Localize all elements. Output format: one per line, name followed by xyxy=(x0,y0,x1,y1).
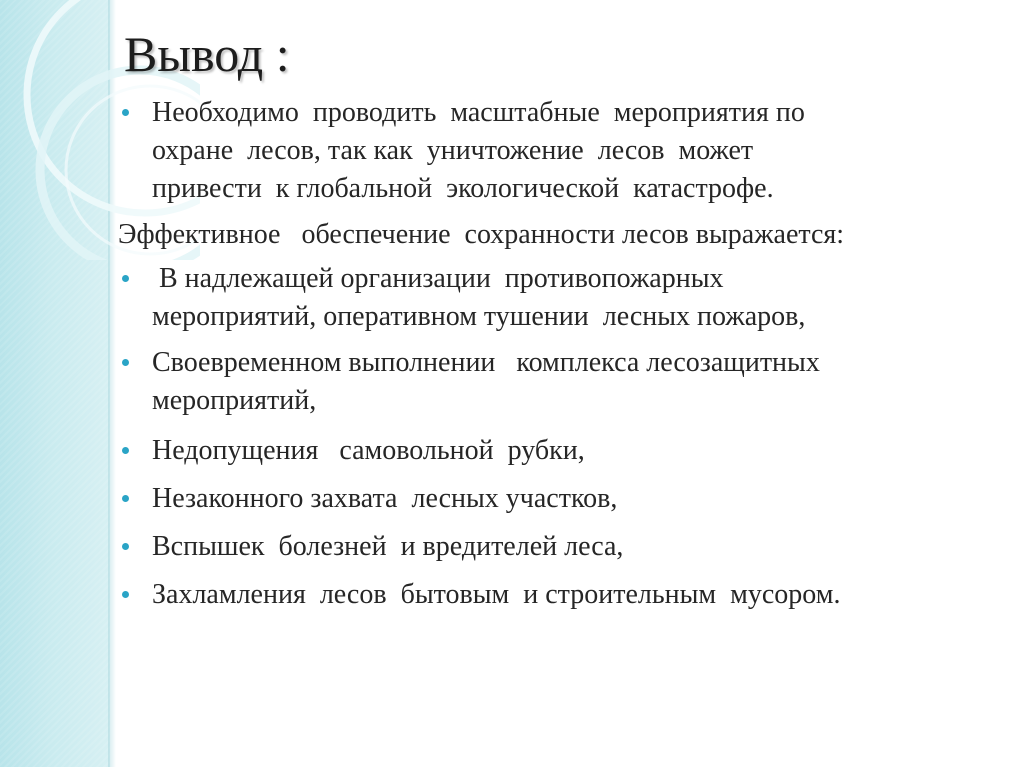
list-item xyxy=(118,260,998,336)
list-item xyxy=(118,576,998,614)
intro-line xyxy=(118,216,998,254)
list-item xyxy=(118,344,998,420)
list-item-text: Своевременном выполнении комплекса лесозащитных мероприятий, xyxy=(152,347,820,416)
slide-body xyxy=(118,94,998,614)
bullet-icon xyxy=(122,591,129,598)
bullet-icon xyxy=(122,359,129,366)
bullet-icon xyxy=(122,109,129,116)
list-item xyxy=(118,94,998,208)
list-item-text: Необходимо проводить масштабные мероприятия по охране лесов, так как уничтожение лесов может привести к глобальной экологической катастрофе. xyxy=(152,97,805,204)
list-item xyxy=(118,480,998,518)
bullet-icon xyxy=(122,543,129,550)
list-item xyxy=(118,528,998,566)
list-item-text: В надлежащей организации противопожарных мероприятий, оперативном тушении лесных пожаров, xyxy=(152,263,806,332)
list-item xyxy=(118,432,998,470)
bullet-icon xyxy=(122,447,129,454)
list-item-text: Захламления лесов бытовым и строительным мусором. xyxy=(152,579,841,610)
bullet-icon xyxy=(122,275,129,282)
bullet-icon xyxy=(122,495,129,502)
intro-line-text: Эффективное обеспечение сохранности лесов выражается: xyxy=(118,219,845,250)
slide-title: Вывод : xyxy=(124,26,290,82)
list-item-text: Вспышек болезней и вредителей леса, xyxy=(152,531,624,562)
list-item-text: Недопущения самовольной рубки, xyxy=(152,435,585,466)
list-item-text: Незаконного захвата лесных участков, xyxy=(152,483,618,514)
